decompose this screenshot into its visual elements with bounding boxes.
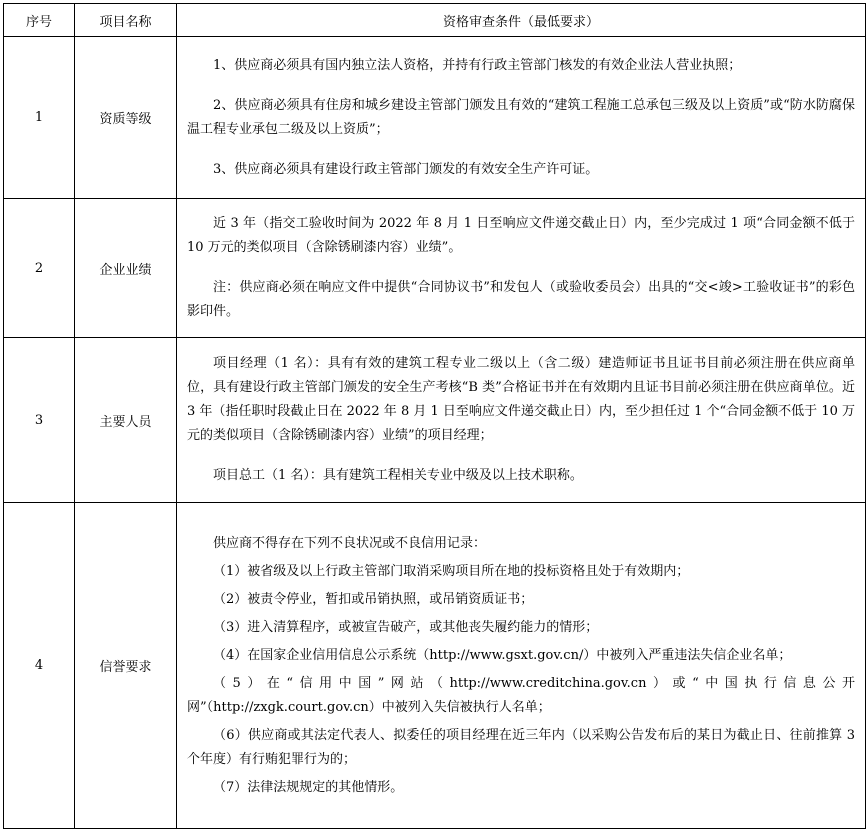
header-no: 序号 [4, 4, 75, 37]
header-conditions: 资格审查条件（最低要求） [177, 4, 866, 37]
condition-cell [177, 338, 866, 503]
condition-text: 注：供应商必须在响应文件中提供“合同协议书”和发包人（或验收委员会）出具的“交<竣>工验收证书”的彩色影印件。 [187, 280, 855, 319]
condition-text: （2）被责令停业，暂扣或吊销执照，或吊销资质证书； [213, 591, 534, 607]
table-row [4, 37, 866, 199]
row-number: 4 [4, 503, 75, 829]
header-name: 项目名称 [75, 4, 177, 37]
header-row [4, 4, 866, 37]
condition-cell [177, 199, 866, 338]
item-name: 企业业绩 [75, 199, 177, 338]
condition-text: 近 3 年（指交工验收时间为 2022 年 8 月 1 日至响应文件递交截止日）内，至少完成过 1 项“合同金额不低于 10 万元的类似项目（含除锈刷漆内容）业绩”。 [187, 216, 855, 255]
item-name: 主要人员 [75, 338, 177, 503]
item-name: 资质等级 [75, 37, 177, 199]
condition-text: 3、供应商必须具有建设行政主管部门颁发的有效安全生产许可证。 [213, 161, 599, 177]
condition-text: 项目经理（1 名）：具有有效的建筑工程专业二级以上（含二级）建造师证书且证书目前必须注册在供应商单位，具有建设行政主管部门颁发的安全生产考核“B 类”合格证书并在有效期内且证书目前必须注册在供应商单位。近 3 年（指任职时段截止日在 2022 年 8 月 1 日至响应文件递交截止日）内，至少担任过 1 个“合同金额不低于 10 万元的类似项目（含除锈刷漆内容）业绩”的项目经理； [187, 356, 855, 443]
condition-text: （5）在“信用中国”网站（http://www.creditchina.gov.cn）或“中国执行信息公开网”（http://zxgk.court.gov.cn）中被列入失信被执行人名单； [187, 675, 855, 715]
qualification-table [3, 3, 866, 829]
item-name: 信誉要求 [75, 503, 177, 829]
condition-text: （4）在国家企业信用信息公示系统（http://www.gsxt.gov.cn/）中被列入严重违法失信企业名单； [213, 647, 792, 663]
condition-cell [177, 503, 866, 829]
condition-text: （7）法律法规规定的其他情形。 [213, 779, 404, 795]
row-number: 3 [4, 338, 75, 503]
condition-text: 1、供应商必须具有国内独立法人资格，并持有行政主管部门核发的有效企业法人营业执照； [213, 57, 742, 73]
table-row [4, 338, 866, 503]
condition-text: 供应商不得存在下列不良状况或不良信用记录： [213, 535, 487, 551]
condition-text: （6）供应商或其法定代表人、拟委任的项目经理在近三年内（以采购公告发布后的某日为截止日、往前推算 3 个年度）有行贿犯罪行为的； [187, 727, 855, 767]
condition-text: 2、供应商必须具有住房和城乡建设主管部门颁发且有效的“建筑工程施工总承包三级及以上资质”或“防水防腐保温工程专业承包二级及以上资质”； [187, 97, 855, 137]
condition-cell [177, 37, 866, 199]
condition-text: （1）被省级及以上行政主管部门取消采购项目所在地的投标资格且处于有效期内； [213, 563, 690, 579]
condition-text: 项目总工（1 名）：具有建筑工程相关专业中级及以上技术职称。 [213, 468, 583, 483]
table-row [4, 199, 866, 338]
condition-text: （3）进入清算程序，或被宣告破产，或其他丧失履约能力的情形； [213, 619, 599, 635]
row-number: 2 [4, 199, 75, 338]
table-row [4, 503, 866, 829]
row-number: 1 [4, 37, 75, 199]
